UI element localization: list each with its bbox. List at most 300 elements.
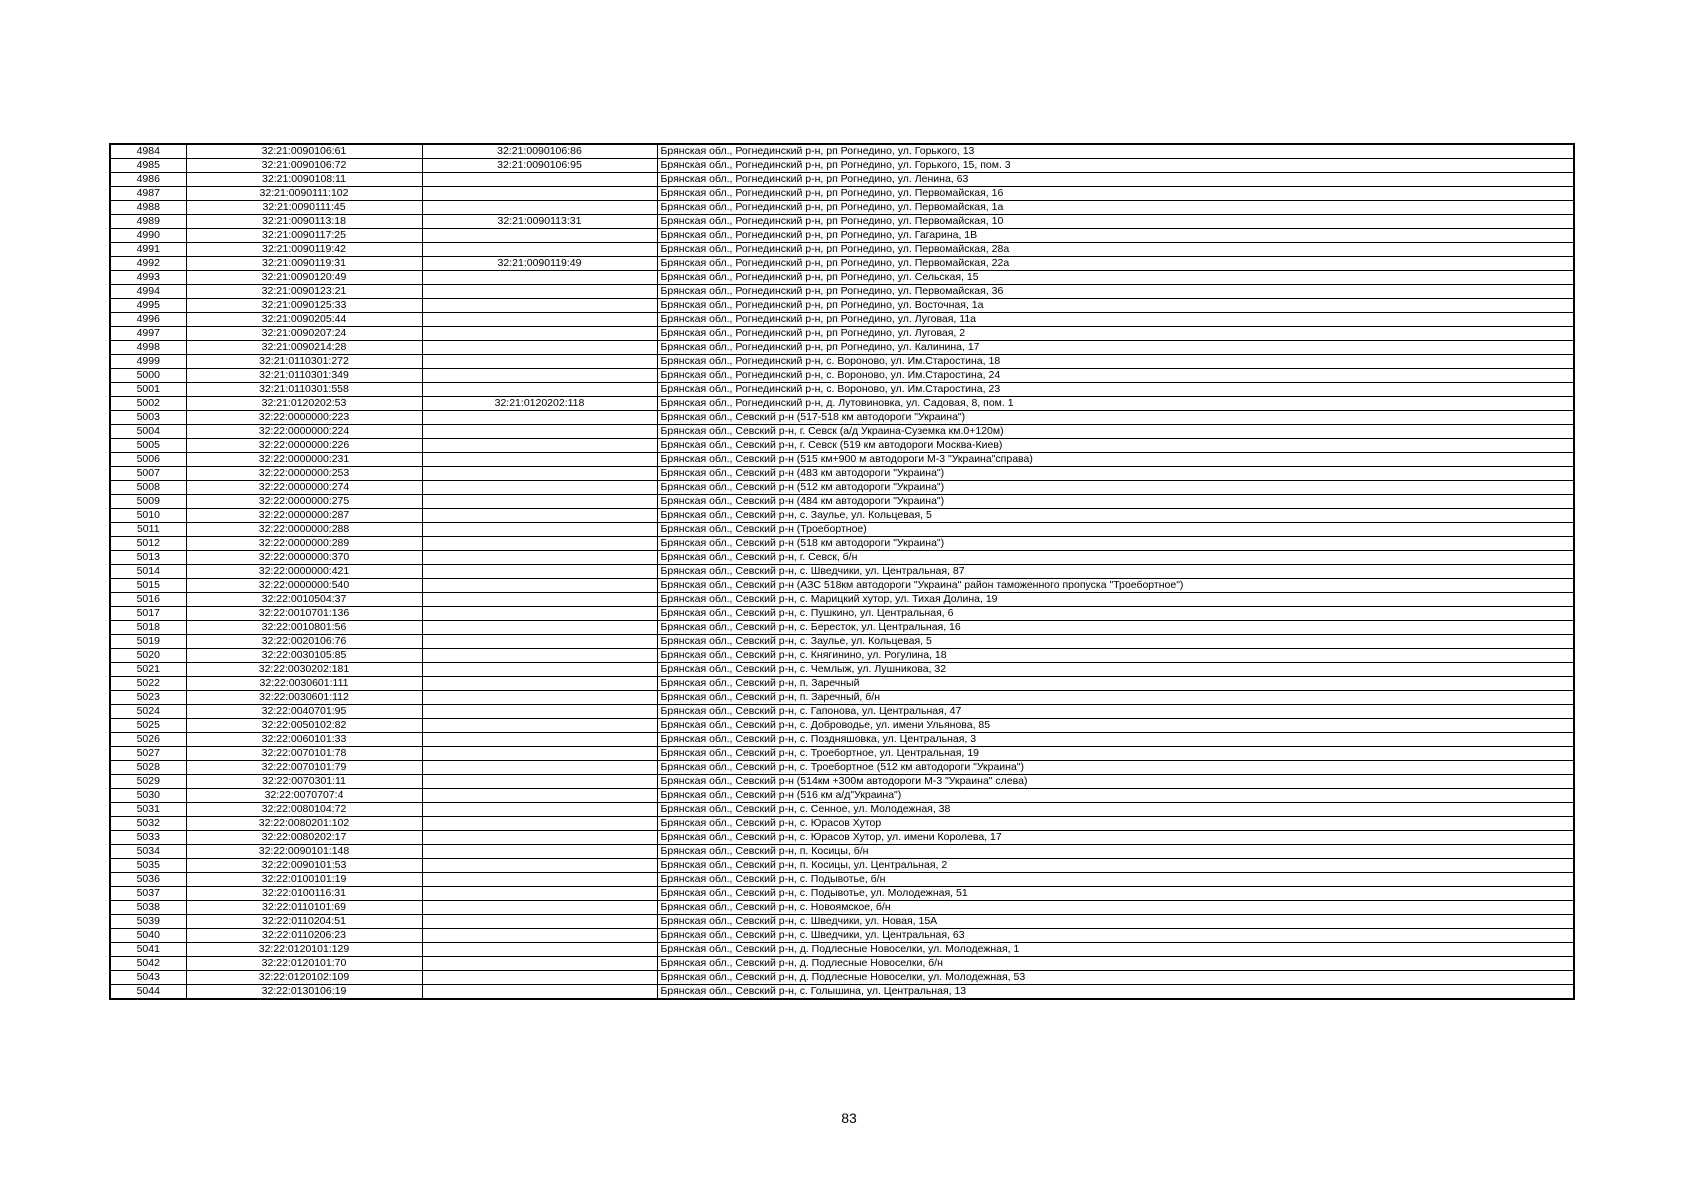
address-cell: Брянская обл., Рогнединский р-н, с. Вороново, ул. Им.Старостина, 24 [657,369,1574,383]
cadastral-number-cell: 32:22:0010801:56 [186,621,422,635]
address-cell: Брянская обл., Рогнединский р-н, рп Рогнедино, ул. Первомайская, 10 [657,215,1574,229]
table-row [110,747,1574,761]
address-cell: Брянская обл., Рогнединский р-н, рп Рогнедино, ул. Первомайская, 1а [657,201,1574,215]
cadastral-number-cell: 32:22:0100116:31 [186,887,422,901]
previous-cadastral-number-cell [422,565,657,579]
address-cell: Брянская обл., Севский р-н, п. Косицы, б/н [657,845,1574,859]
table-row [110,509,1574,523]
address-cell: Брянская обл., Севский р-н (516 км а/д"Украина") [657,789,1574,803]
row-number-cell: 5021 [110,663,186,677]
address-cell: Брянская обл., Севский р-н (Троебортное) [657,523,1574,537]
previous-cadastral-number-cell [422,173,657,187]
row-number-cell: 5006 [110,453,186,467]
table-row [110,621,1574,635]
previous-cadastral-number-cell [422,845,657,859]
address-cell: Брянская обл., Рогнединский р-н, рп Рогнедино, ул. Ленина, 63 [657,173,1574,187]
table-row [110,873,1574,887]
previous-cadastral-number-cell [422,593,657,607]
address-cell: Брянская обл., Рогнединский р-н, рп Рогнедино, ул. Сельская, 15 [657,271,1574,285]
address-cell: Брянская обл., Севский р-н, д. Подлесные Новоселки, б/н [657,957,1574,971]
previous-cadastral-number-cell [422,649,657,663]
cadastral-number-cell: 32:21:0090111:45 [186,201,422,215]
row-number-cell: 5037 [110,887,186,901]
previous-cadastral-number-cell [422,929,657,943]
table-row [110,144,1574,159]
cadastral-number-cell: 32:22:0110101:69 [186,901,422,915]
previous-cadastral-number-cell [422,635,657,649]
previous-cadastral-number-cell [422,817,657,831]
table-row [110,425,1574,439]
cadastral-number-cell: 32:22:0000000:223 [186,411,422,425]
previous-cadastral-number-cell [422,201,657,215]
previous-cadastral-number-cell [422,243,657,257]
cadastral-number-cell: 32:22:0070101:78 [186,747,422,761]
cadastral-number-cell: 32:22:0000000:370 [186,551,422,565]
cadastral-number-cell: 32:22:0000000:224 [186,425,422,439]
table-row [110,201,1574,215]
row-number-cell: 4996 [110,313,186,327]
row-number-cell: 5029 [110,775,186,789]
previous-cadastral-number-cell [422,299,657,313]
table-row [110,761,1574,775]
cadastral-number-cell: 32:21:0090117:25 [186,229,422,243]
address-cell: Брянская обл., Севский р-н, с. Береcток, ул. Центральная, 16 [657,621,1574,635]
row-number-cell: 5005 [110,439,186,453]
table-row [110,719,1574,733]
table-row [110,803,1574,817]
previous-cadastral-number-cell [422,775,657,789]
address-cell: Брянская обл., Севский р-н (518 км автодороги "Украина") [657,537,1574,551]
address-cell: Брянская обл., Рогнединский р-н, рп Рогнедино, ул. Горького, 13 [657,144,1574,159]
previous-cadastral-number-cell [422,383,657,397]
row-number-cell: 5001 [110,383,186,397]
address-cell: Брянская обл., Рогнединский р-н, рп Рогнедино, ул. Луговая, 2 [657,327,1574,341]
row-number-cell: 5019 [110,635,186,649]
address-cell: Брянская обл., Севский р-н, с. Юрасов Хутор, ул. имени Королева, 17 [657,831,1574,845]
address-cell: Брянская обл., Севский р-н, с. Юрасов Хутор [657,817,1574,831]
address-cell: Брянская обл., Рогнединский р-н, рп Рогнедино, ул. Горького, 15, пом. 3 [657,159,1574,173]
previous-cadastral-number-cell [422,789,657,803]
cadastral-number-cell: 32:22:0030601:112 [186,691,422,705]
table-row [110,537,1574,551]
row-number-cell: 4984 [110,144,186,159]
cadastral-number-cell: 32:22:0040701:95 [186,705,422,719]
previous-cadastral-number-cell [422,509,657,523]
address-cell: Брянская обл., Севский р-н, д. Подлесные Новоселки, ул. Молодежная, 1 [657,943,1574,957]
previous-cadastral-number-cell [422,439,657,453]
table-row [110,229,1574,243]
table-row [110,565,1574,579]
cadastral-number-cell: 32:22:0000000:287 [186,509,422,523]
table-row [110,551,1574,565]
previous-cadastral-number-cell [422,691,657,705]
address-cell: Брянская обл., Севский р-н, г. Севск, б/н [657,551,1574,565]
address-cell: Брянская обл., Севский р-н, с. Заулье, ул. Кольцевая, 5 [657,635,1574,649]
address-cell: Брянская обл., Севский р-н, п. Косицы, ул. Центральная, 2 [657,859,1574,873]
address-cell: Брянская обл., Рогнединский р-н, д. Лутовиновка, ул. Садовая, 8, пом. 1 [657,397,1574,411]
address-cell: Брянская обл., Севский р-н, д. Подлесные Новоселки, ул. Молодежная, 53 [657,971,1574,985]
cadastral-number-cell: 32:22:0120101:129 [186,943,422,957]
row-number-cell: 5010 [110,509,186,523]
row-number-cell: 5020 [110,649,186,663]
table-row [110,173,1574,187]
row-number-cell: 5035 [110,859,186,873]
table-row [110,285,1574,299]
address-cell: Брянская обл., Севский р-н, г. Севск (519 км автодороги Москва-Киев) [657,439,1574,453]
row-number-cell: 4990 [110,229,186,243]
cadastral-number-cell: 32:21:0090106:61 [186,144,422,159]
address-cell: Брянская обл., Севский р-н, с. Шведчики, ул. Центральная, 63 [657,929,1574,943]
address-cell: Брянская обл., Рогнединский р-н, рп Рогнедино, ул. Луговая, 11а [657,313,1574,327]
cadastral-number-cell: 32:22:0000000:289 [186,537,422,551]
table-row [110,313,1574,327]
address-cell: Брянская обл., Севский р-н, с. Шведчики, ул. Новая, 15А [657,915,1574,929]
row-number-cell: 5041 [110,943,186,957]
cadastral-number-cell: 32:21:0090106:72 [186,159,422,173]
address-cell: Брянская обл., Рогнединский р-н, рп Рогнедино, ул. Гагарина, 1В [657,229,1574,243]
table-row [110,775,1574,789]
previous-cadastral-number-cell: 32:21:0090106:86 [422,144,657,159]
table-row [110,887,1574,901]
address-cell: Брянская обл., Севский р-н (483 км автодороги "Украина") [657,467,1574,481]
address-cell: Брянская обл., Севский р-н, с. Марицкий хутор, ул. Тихая Долина, 19 [657,593,1574,607]
row-number-cell: 5026 [110,733,186,747]
row-number-cell: 4988 [110,201,186,215]
cadastral-number-cell: 32:21:0090125:33 [186,299,422,313]
previous-cadastral-number-cell [422,873,657,887]
row-number-cell: 5018 [110,621,186,635]
table-row [110,243,1574,257]
table-row [110,649,1574,663]
table-row [110,271,1574,285]
table-row [110,215,1574,229]
previous-cadastral-number-cell [422,831,657,845]
address-cell: Брянская обл., Севский р-н, с. Чемлыж, ул. Лушникова, 32 [657,663,1574,677]
address-cell: Брянская обл., Севский р-н, с. Подывотье, ул. Молодежная, 51 [657,887,1574,901]
row-number-cell: 5036 [110,873,186,887]
table-row [110,985,1574,1000]
address-cell: Брянская обл., Рогнединский р-н, с. Вороново, ул. Им.Старостина, 23 [657,383,1574,397]
cadastral-number-cell: 32:21:0090119:42 [186,243,422,257]
previous-cadastral-number-cell [422,943,657,957]
table-row [110,901,1574,915]
address-cell: Брянская обл., Севский р-н (514км +300м автодороги М-3 "Украина" слева) [657,775,1574,789]
cadastral-number-cell: 32:22:0030601:111 [186,677,422,691]
row-number-cell: 5012 [110,537,186,551]
table-row [110,355,1574,369]
previous-cadastral-number-cell [422,369,657,383]
row-number-cell: 4987 [110,187,186,201]
row-number-cell: 5032 [110,817,186,831]
table-row [110,635,1574,649]
cadastral-number-cell: 32:22:0050102:82 [186,719,422,733]
previous-cadastral-number-cell [422,971,657,985]
previous-cadastral-number-cell [422,285,657,299]
address-cell: Брянская обл., Рогнединский р-н, рп Рогнедино, ул. Первомайская, 16 [657,187,1574,201]
cadastral-number-cell: 32:22:0000000:253 [186,467,422,481]
address-cell: Брянская обл., Севский р-н, с. Троебортное (512 км автодороги "Украина") [657,761,1574,775]
table-row [110,691,1574,705]
cadastral-number-cell: 32:21:0090113:18 [186,215,422,229]
cadastral-number-cell: 32:22:0060101:33 [186,733,422,747]
row-number-cell: 5007 [110,467,186,481]
previous-cadastral-number-cell [422,313,657,327]
previous-cadastral-number-cell [422,747,657,761]
cadastral-number-cell: 32:22:0000000:231 [186,453,422,467]
address-cell: Брянская обл., Севский р-н (515 км+900 м автодороги М-3 "Украина"справа) [657,453,1574,467]
previous-cadastral-number-cell [422,481,657,495]
row-number-cell: 4995 [110,299,186,313]
address-cell: Брянская обл., Севский р-н, с. Поздняшовка, ул. Центральная, 3 [657,733,1574,747]
row-number-cell: 5009 [110,495,186,509]
address-cell: Брянская обл., Севский р-н, п. Заречный [657,677,1574,691]
cadastral-number-cell: 32:22:0030105:85 [186,649,422,663]
table-row [110,341,1574,355]
row-number-cell: 5003 [110,411,186,425]
table-row [110,831,1574,845]
cadastral-number-cell: 32:22:0070301:11 [186,775,422,789]
row-number-cell: 5028 [110,761,186,775]
row-number-cell: 5025 [110,719,186,733]
previous-cadastral-number-cell [422,537,657,551]
table-row [110,957,1574,971]
cadastral-number-cell: 32:22:0120101:70 [186,957,422,971]
cadastral-number-cell: 32:22:0110204:51 [186,915,422,929]
row-number-cell: 5033 [110,831,186,845]
row-number-cell: 4998 [110,341,186,355]
previous-cadastral-number-cell: 32:21:0120202:118 [422,397,657,411]
row-number-cell: 5015 [110,579,186,593]
address-cell: Брянская обл., Севский р-н, с. Новоямское, б/н [657,901,1574,915]
table-row [110,915,1574,929]
address-cell: Брянская обл., Севский р-н (484 км автодороги "Украина") [657,495,1574,509]
table-row [110,845,1574,859]
cadastral-number-cell: 32:21:0090205:44 [186,313,422,327]
previous-cadastral-number-cell [422,985,657,1000]
previous-cadastral-number-cell [422,663,657,677]
address-cell: Брянская обл., Севский р-н, с. Шведчики, ул. Центральная, 87 [657,565,1574,579]
cadastral-number-cell: 32:22:0020106:76 [186,635,422,649]
table-row [110,369,1574,383]
table-row [110,789,1574,803]
previous-cadastral-number-cell [422,355,657,369]
address-cell: Брянская обл., Севский р-н, с. Голышина, ул. Центральная, 13 [657,985,1574,1000]
address-cell: Брянская обл., Севский р-н, с. Доброводье, ул. имени Ульянова, 85 [657,719,1574,733]
previous-cadastral-number-cell [422,579,657,593]
cadastral-number-cell: 32:22:0120102:109 [186,971,422,985]
row-number-cell: 5034 [110,845,186,859]
previous-cadastral-number-cell: 32:21:0090106:95 [422,159,657,173]
table-row [110,705,1574,719]
row-number-cell: 5038 [110,901,186,915]
row-number-cell: 4994 [110,285,186,299]
cadastral-number-cell: 32:21:0090207:24 [186,327,422,341]
cadastral-number-cell: 32:22:0010504:37 [186,593,422,607]
previous-cadastral-number-cell [422,901,657,915]
address-cell: Брянская обл., Севский р-н, г. Севск (а/д Украина-Суземка км.0+120м) [657,425,1574,439]
row-number-cell: 4991 [110,243,186,257]
cadastral-number-cell: 32:21:0090108:11 [186,173,422,187]
previous-cadastral-number-cell [422,453,657,467]
table-row [110,467,1574,481]
address-cell: Брянская обл., Рогнединский р-н, с. Вороново, ул. Им.Старостина, 18 [657,355,1574,369]
row-number-cell: 4986 [110,173,186,187]
table-row [110,187,1574,201]
previous-cadastral-number-cell [422,229,657,243]
row-number-cell: 4992 [110,257,186,271]
previous-cadastral-number-cell [422,733,657,747]
address-cell: Брянская обл., Севский р-н (512 км автодороги "Украина") [657,481,1574,495]
address-cell: Брянская обл., Севский р-н, с. Подывотье, б/н [657,873,1574,887]
address-cell: Брянская обл., Севский р-н (517-518 км автодороги "Украина") [657,411,1574,425]
row-number-cell: 5040 [110,929,186,943]
address-cell: Брянская обл., Севский р-н, с. Пушкино, ул. Центральная, 6 [657,607,1574,621]
cadastral-number-cell: 32:21:0090111:102 [186,187,422,201]
row-number-cell: 5024 [110,705,186,719]
previous-cadastral-number-cell [422,915,657,929]
cadastral-number-cell: 32:22:0070101:79 [186,761,422,775]
address-cell: Брянская обл., Севский р-н, с. Заулье, ул. Кольцевая, 5 [657,509,1574,523]
table-row [110,453,1574,467]
cadastral-number-cell: 32:22:0010701:136 [186,607,422,621]
table-row [110,733,1574,747]
address-cell: Брянская обл., Рогнединский р-н, рп Рогнедино, ул. Первомайская, 22а [657,257,1574,271]
row-number-cell: 5000 [110,369,186,383]
address-cell: Брянская обл., Севский р-н, п. Заречный, б/н [657,691,1574,705]
previous-cadastral-number-cell [422,761,657,775]
row-number-cell: 5023 [110,691,186,705]
table-row [110,579,1574,593]
table-row [110,495,1574,509]
previous-cadastral-number-cell [422,425,657,439]
table-row [110,607,1574,621]
cadastral-number-cell: 32:22:0090101:53 [186,859,422,873]
cadastral-number-cell: 32:22:0130106:19 [186,985,422,1000]
cadastral-number-cell: 32:21:0120202:53 [186,397,422,411]
previous-cadastral-number-cell [422,803,657,817]
previous-cadastral-number-cell [422,271,657,285]
row-number-cell: 5017 [110,607,186,621]
row-number-cell: 4993 [110,271,186,285]
previous-cadastral-number-cell [422,607,657,621]
row-number-cell: 4989 [110,215,186,229]
row-number-cell: 5013 [110,551,186,565]
row-number-cell: 5008 [110,481,186,495]
previous-cadastral-number-cell [422,677,657,691]
table-row [110,439,1574,453]
row-number-cell: 5014 [110,565,186,579]
cadastral-number-cell: 32:22:0100101:19 [186,873,422,887]
previous-cadastral-number-cell [422,523,657,537]
previous-cadastral-number-cell: 32:21:0090119:49 [422,257,657,271]
address-cell: Брянская обл., Севский р-н, с. Гапонова, ул. Центральная, 47 [657,705,1574,719]
table-row [110,593,1574,607]
address-cell: Брянская обл., Севский р-н, с. Княгинино, ул. Рогулина, 18 [657,649,1574,663]
cadastral-number-cell: 32:22:0080104:72 [186,803,422,817]
cadastral-number-cell: 32:22:0030202:181 [186,663,422,677]
row-number-cell: 5031 [110,803,186,817]
address-cell: Брянская обл., Севский р-н, с. Сенное, ул. Молодежная, 38 [657,803,1574,817]
address-cell: Брянская обл., Севский р-н, с. Троебортное, ул. Центральная, 19 [657,747,1574,761]
cadastral-number-cell: 32:22:0000000:540 [186,579,422,593]
cadastral-number-cell: 32:22:0070707:4 [186,789,422,803]
cadastral-number-cell: 32:22:0110206:23 [186,929,422,943]
table-row [110,159,1574,173]
table-row [110,663,1574,677]
property-register-table [109,143,1575,1000]
address-cell: Брянская обл., Рогнединский р-н, рп Рогнедино, ул. Первомайская, 36 [657,285,1574,299]
cadastral-number-cell: 32:22:0000000:226 [186,439,422,453]
table-row [110,397,1574,411]
cadastral-number-cell: 32:21:0090120:49 [186,271,422,285]
table-body [110,144,1574,999]
address-cell: Брянская обл., Рогнединский р-н, рп Рогнедино, ул. Первомайская, 28а [657,243,1574,257]
row-number-cell: 5004 [110,425,186,439]
previous-cadastral-number-cell [422,467,657,481]
cadastral-number-cell: 32:22:0000000:288 [186,523,422,537]
previous-cadastral-number-cell [422,705,657,719]
cadastral-number-cell: 32:22:0090101:148 [186,845,422,859]
previous-cadastral-number-cell [422,495,657,509]
row-number-cell: 5011 [110,523,186,537]
cadastral-number-cell: 32:21:0090214:28 [186,341,422,355]
address-cell: Брянская обл., Рогнединский р-н, рп Рогнедино, ул. Восточная, 1а [657,299,1574,313]
row-number-cell: 5030 [110,789,186,803]
table-row [110,929,1574,943]
cadastral-number-cell: 32:21:0090119:31 [186,257,422,271]
table-row [110,859,1574,873]
table-row [110,523,1574,537]
address-cell: Брянская обл., Севский р-н (АЗС 518км автодороги "Украина" район таможенного пропуска "Троебортное") [657,579,1574,593]
table-row [110,817,1574,831]
previous-cadastral-number-cell: 32:21:0090113:31 [422,215,657,229]
previous-cadastral-number-cell [422,887,657,901]
table-row [110,299,1574,313]
table-row [110,943,1574,957]
row-number-cell: 5044 [110,985,186,1000]
row-number-cell: 5039 [110,915,186,929]
table-row [110,383,1574,397]
row-number-cell: 4997 [110,327,186,341]
row-number-cell: 5022 [110,677,186,691]
cadastral-number-cell: 32:22:0080202:17 [186,831,422,845]
cadastral-number-cell: 32:22:0000000:274 [186,481,422,495]
table-row [110,327,1574,341]
cadastral-number-cell: 32:21:0090123:21 [186,285,422,299]
table-row [110,481,1574,495]
row-number-cell: 5002 [110,397,186,411]
cadastral-number-cell: 32:22:0080201:102 [186,817,422,831]
row-number-cell: 4985 [110,159,186,173]
table-row [110,677,1574,691]
previous-cadastral-number-cell [422,859,657,873]
cadastral-number-cell: 32:21:0110301:349 [186,369,422,383]
cadastral-number-cell: 32:22:0000000:421 [186,565,422,579]
previous-cadastral-number-cell [422,187,657,201]
cadastral-number-cell: 32:21:0110301:558 [186,383,422,397]
table-row [110,257,1574,271]
row-number-cell: 4999 [110,355,186,369]
cadastral-number-cell: 32:21:0110301:272 [186,355,422,369]
previous-cadastral-number-cell [422,341,657,355]
previous-cadastral-number-cell [422,719,657,733]
previous-cadastral-number-cell [422,957,657,971]
address-cell: Брянская обл., Рогнединский р-н, рп Рогнедино, ул. Калинина, 17 [657,341,1574,355]
cadastral-number-cell: 32:22:0000000:275 [186,495,422,509]
row-number-cell: 5016 [110,593,186,607]
table-row [110,411,1574,425]
row-number-cell: 5042 [110,957,186,971]
